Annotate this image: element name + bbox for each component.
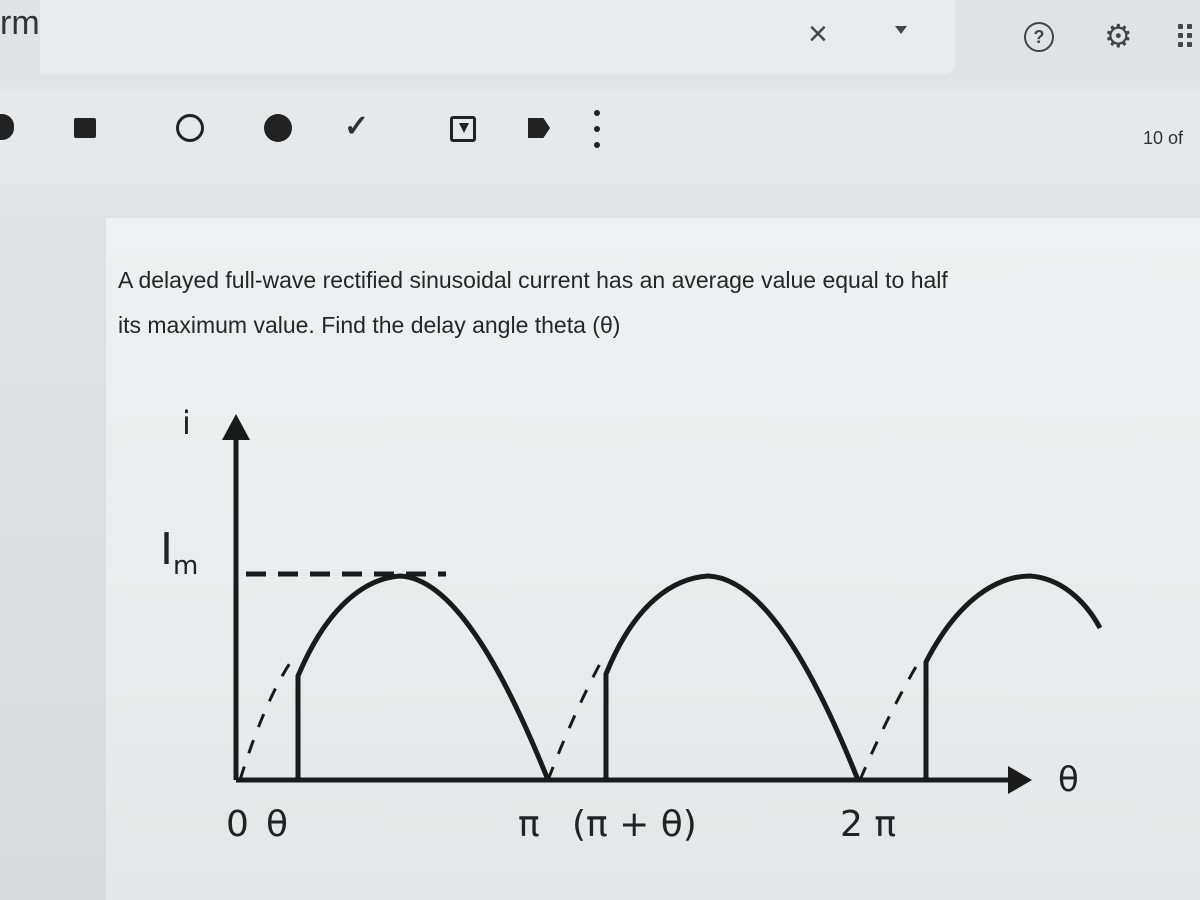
app-name: rm xyxy=(0,4,40,42)
pager-count: 10 of xyxy=(1143,128,1184,148)
dashed-sine-1 xyxy=(240,660,292,780)
x-axis-arrow xyxy=(1008,766,1032,794)
tick-pi-plus-theta: (π + θ) xyxy=(572,804,697,845)
waveform-segment-1 xyxy=(298,576,548,780)
x-axis-label: θ xyxy=(1058,760,1079,800)
max-label-main: I xyxy=(160,524,173,575)
tick-zero: 0 xyxy=(226,804,249,845)
waveform-segment-2 xyxy=(606,576,858,780)
tick-two-pi: 2 π xyxy=(840,804,897,845)
dashed-sine-3 xyxy=(860,660,920,780)
waveform-segment-3 xyxy=(926,576,1100,780)
max-label-sub: m xyxy=(172,551,199,581)
help-icon[interactable]: ? xyxy=(1024,22,1054,52)
add-task-icon[interactable]: ✓ xyxy=(344,110,370,143)
tick-pi: π xyxy=(518,804,540,845)
dashed-sine-2 xyxy=(548,660,602,780)
tick-theta: θ xyxy=(266,804,289,845)
close-icon[interactable]: × xyxy=(808,15,828,53)
y-axis-label: i xyxy=(182,404,191,442)
question-line-2: its maximum value. Find the delay angle theta (θ) xyxy=(118,312,621,338)
y-axis-arrow xyxy=(222,414,250,440)
max-label xyxy=(160,524,199,588)
gear-icon[interactable]: ⚙ xyxy=(1104,18,1133,54)
question-line-1: A delayed full-wave rectified sinusoidal current has an average value equal to half xyxy=(118,267,948,293)
